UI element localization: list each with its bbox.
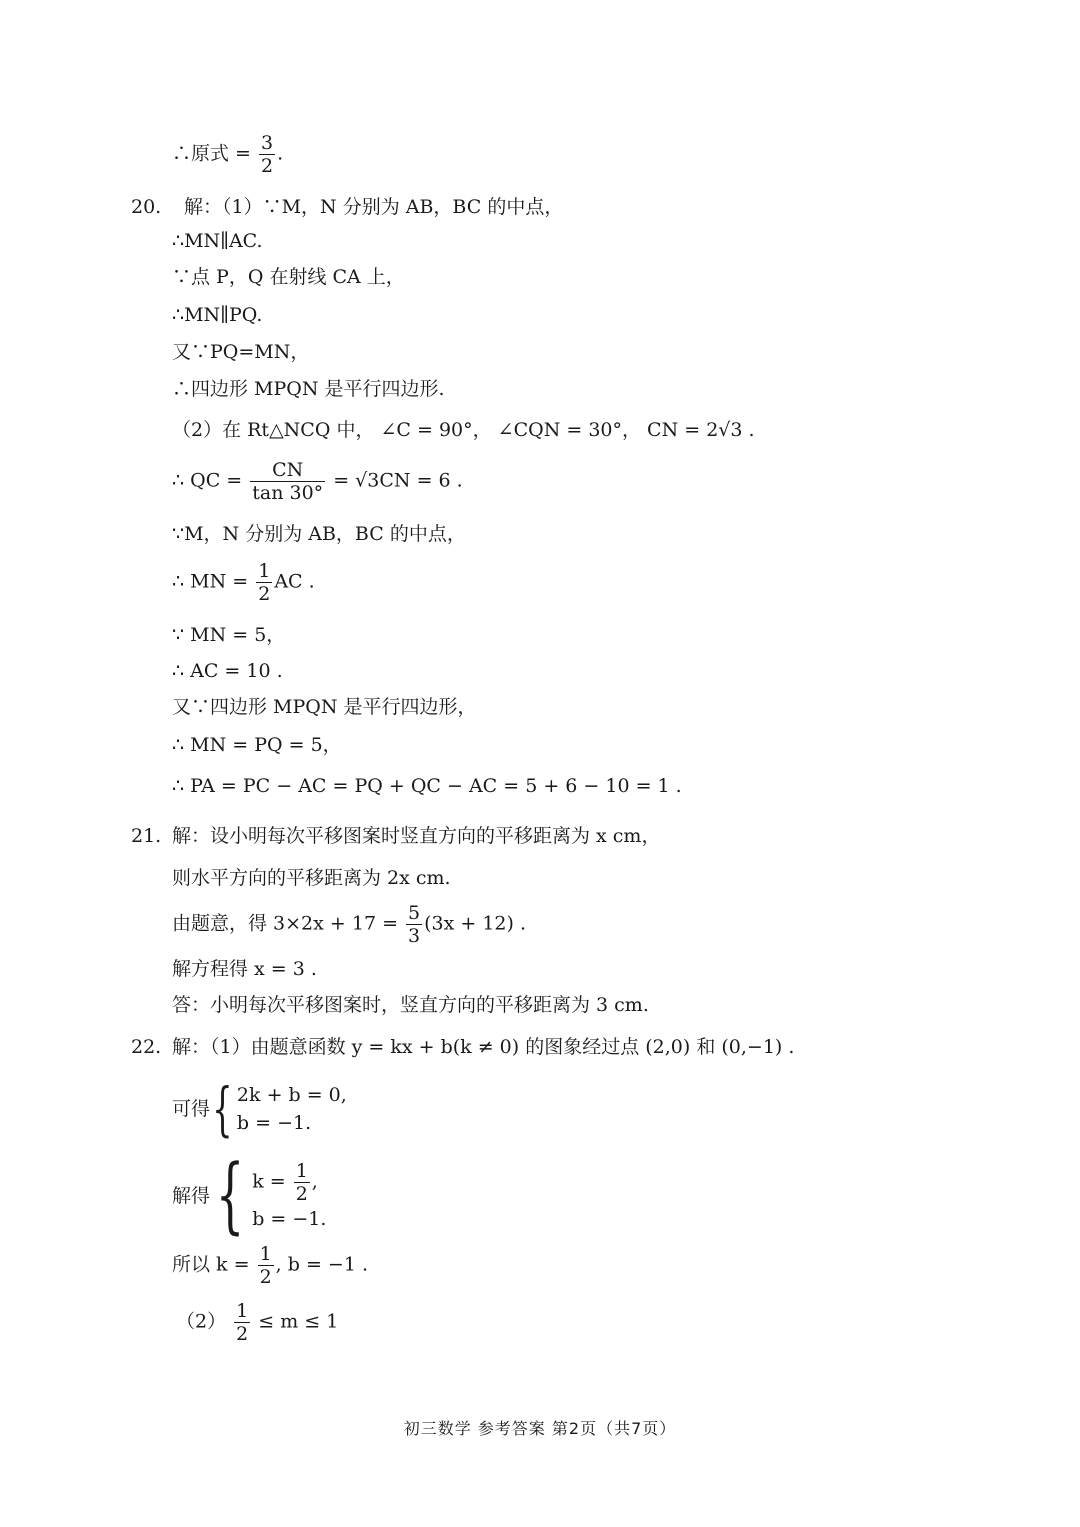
- p20-line-6: ∴四边形 MPQN 是平行四边形.: [172, 378, 445, 400]
- p20-line-3: ∵点 P，Q 在射线 CA 上，: [172, 266, 405, 288]
- p20-line-15: ∴ PA = PC − AC = PQ + QC − AC = 5 + 6 − 10 = 1 .: [172, 775, 682, 797]
- p22-line-1: 解：（1）由题意函数 y = kx + b(k ≠ 0) 的图象经过点 (2,0) 和 (0,−1) .: [172, 1036, 795, 1058]
- p21-line-3: 由题意，得 3×2x + 17 = $\frac{5}{3}$ (3x + 12) .: [172, 902, 527, 947]
- fraction: $\frac{1}{2}$: [236, 1300, 249, 1345]
- p22-system-1: 可得 { 2k + b = 0, b = −1.: [172, 1075, 347, 1143]
- p22-system-2: 解得 { k = $\frac{1}{2}$ , b = −1.: [172, 1148, 327, 1243]
- left-brace: {: [215, 1148, 245, 1243]
- p21-line-4: 解方程得 x = 3 .: [172, 958, 317, 980]
- p20-line-12: ∴ AC = 10 .: [172, 660, 283, 682]
- p20-line-10: ∴ MN = $\frac{1}{2}$ AC .: [172, 560, 315, 605]
- p21-line-1: 解：设小明每次平移图案时竖直方向的平移距离为 x cm，: [172, 825, 661, 847]
- p20-line-5: 又∵PQ=MN，: [172, 341, 310, 363]
- p20-line-4: ∴MN∥PQ.: [172, 304, 263, 326]
- problem-20-number: 20.: [131, 196, 162, 218]
- fraction: $\frac{3}{2}$: [261, 132, 274, 177]
- fraction: $\frac{5}{3}$: [408, 902, 421, 947]
- fraction: $\frac{CN}{\tan 30^\circ}$: [252, 459, 324, 504]
- p20-line-13: 又∵四边形 MPQN 是平行四边形，: [172, 696, 477, 718]
- p20-line-1: 解：（1）∵M，N 分别为 AB，BC 的中点，: [184, 196, 564, 218]
- left-brace: {: [212, 1075, 233, 1143]
- p20-line-8: ∴ QC = $\frac{CN}{\tan 30^\circ}$ = √3CN = 6 .: [172, 459, 463, 504]
- p20-line-2: ∴MN∥AC.: [172, 230, 263, 252]
- problem-22-number: 22.: [131, 1036, 162, 1058]
- p20-line-9: ∵M，N 分别为 AB，BC 的中点，: [172, 523, 466, 545]
- p22-line-4: 所以 k = $\frac{1}{2}$ , b = −1 .: [172, 1243, 368, 1288]
- p20-line-14: ∴ MN = PQ = 5，: [172, 734, 342, 756]
- fraction: $\frac{1}{2}$: [295, 1159, 308, 1205]
- p20-line-7: （2）在 Rt△NCQ 中， ∠C = 90°， ∠CQN = 30°， CN = 2√3 .: [172, 419, 755, 441]
- fraction: $\frac{1}{2}$: [259, 1243, 272, 1288]
- problem-21-number: 21.: [131, 825, 162, 847]
- page-footer: 初三数学 参考答案 第2页（共7页）: [403, 1419, 677, 1438]
- fraction: $\frac{1}{2}$: [258, 560, 271, 605]
- p20-line-11: ∵ MN = 5，: [172, 624, 286, 646]
- conclusion-line: ∴原式 = $\frac{3}{2}$ .: [172, 132, 284, 177]
- p21-line-2: 则水平方向的平移距离为 2x cm.: [172, 867, 451, 889]
- p21-line-5: 答：小明每次平移图案时，竖直方向的平移距离为 3 cm.: [172, 994, 649, 1016]
- p22-line-5: （2） $\frac{1}{2}$ ≤ m ≤ 1: [176, 1300, 339, 1345]
